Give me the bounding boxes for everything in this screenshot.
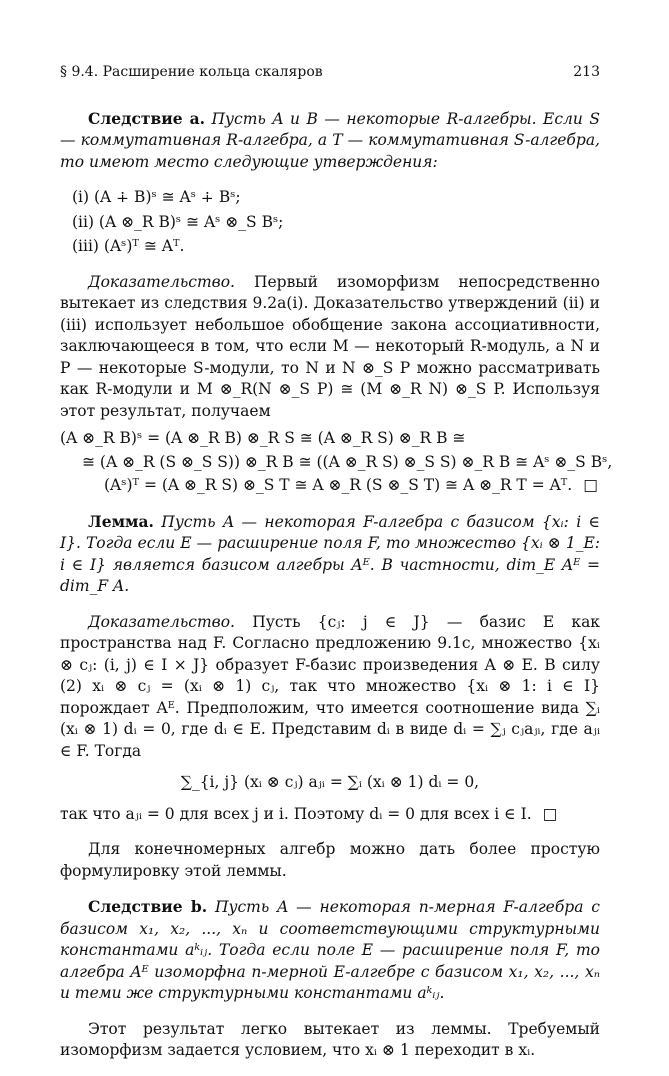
corollary-a-items: [72, 187, 600, 258]
corollary-b-statement: Пусть A — некоторая n-мерная F-алгебра с базисом x₁, x₂, ..., xₙ и соответствующими структурными константами aᵏᵢⱼ. Тогда если поле E — расширение поля F, то алгебра Aᴱ изоморфна n-мерной E-алгебре с базисом x₁, x₂, ..., xₙ и теми же структурными константами aᵏᵢⱼ.: [60, 898, 600, 1002]
page-number: 213: [573, 64, 600, 80]
proof-a: [60, 272, 600, 423]
equation-1: (A ⊗_R B)ˢ = (A ⊗_R B) ⊗_R S ≅ (A ⊗_R S) ⊗_R B ≅: [60, 429, 466, 447]
running-header: [60, 62, 600, 84]
lemma-equation: ∑_{i, j} (xᵢ ⊗ cⱼ) aⱼᵢ = ∑ᵢ (xᵢ ⊗ 1) dᵢ = 0,: [180, 773, 480, 791]
item-iii: (iii) (Aˢ)ᵀ ≅ Aᵀ.: [72, 237, 185, 255]
equation-2: ≅ (A ⊗_R (S ⊗_S S)) ⊗_R B ≅ ((A ⊗_R S) ⊗_S S) ⊗_R B ≅ Aˢ ⊗_S Bˢ,: [82, 452, 613, 471]
proof-lemma-tail-text: так что aⱼᵢ = 0 для всех j и i. Поэтому dᵢ = 0 для всех i ∈ I.: [60, 804, 532, 823]
lemma-statement: Пусть A — некоторая F-алгебра с базисом {xᵢ: i ∈ I}. Тогда если E — расширение поля F, то множество {xᵢ ⊗ 1_E: i ∈ I} является базисом алгебры Aᴱ. В частности, dim_E Aᴱ = dim_F A.: [60, 512, 600, 595]
corollary-a-title: Следствие a.: [88, 108, 206, 128]
item-i: (i) (A ∔ B)ˢ ≅ Aˢ ∔ Bˢ;: [72, 188, 241, 206]
proof-lemma-label: Доказательство.: [88, 612, 235, 631]
lemma: [60, 511, 600, 598]
section-title: § 9.4. Расширение кольца скаляров: [60, 64, 323, 80]
corollary-b-title: Следствие b.: [88, 897, 208, 916]
proof-lemma-tail: [60, 804, 600, 826]
final-paragraph: Этот результат легко вытекает из леммы. Требуемый изоморфизм задается условием, что xᵢ ⊗ 1 переходит в xᵢ.: [60, 1019, 600, 1059]
proof-lemma-text: Пусть {cⱼ: j ∈ J} — базис E как пространства над F. Согласно предложению 9.1c, множество {xᵢ ⊗ cⱼ: (i, j) ∈ I × J} образует F-базис произведения A ⊗ E. В силу (2) xᵢ ⊗ cⱼ = (xᵢ ⊗ 1) cⱼ, так что множество {xᵢ ⊗ 1: i ∈ I} порождает Aᴱ. Предположим, что имеется соотношение вида ∑ᵢ (xᵢ ⊗ 1) dᵢ = 0, где dᵢ ∈ E. Представим dᵢ в виде dᵢ = ∑ⱼ cⱼaⱼᵢ, где aⱼᵢ ∈ F. Тогда: [60, 612, 600, 760]
equation-3: [60, 475, 600, 497]
item-ii: (ii) (A ⊗_R B)ˢ ≅ Aˢ ⊗_S Bˢ;: [72, 212, 284, 231]
proof-a-label: Доказательство.: [88, 272, 235, 291]
proof-lemma: [60, 612, 600, 763]
lemma-title: Лемма.: [88, 511, 154, 531]
proof-a-text: Первый изоморфизм непосредственно вытекает из следствия 9.2a(i). Доказательство утверждений (ii) и (iii) использует небольшое обобщение закона ассоциативности, заключающееся в том, что если M — некоторый R-модуль, а N и P — некоторые S-модули, то N и N ⊗_S P можно рассматривать как R-модули и M ⊗_R(N ⊗_S P) ≅ (M ⊗_R N) ⊗_S P. Используя этот результат, получаем: [60, 272, 600, 420]
equation-3-text: (Aˢ)ᵀ = (A ⊗_R S) ⊗_S T ≅ A ⊗_R (S ⊗_S T) ≅ A ⊗_R T = Aᵀ.: [104, 476, 573, 494]
corollary-a-statement: Пусть A и B — некоторые R-алгебры. Если S — коммутативная R-алгебра, а T — коммутативная S-алгебра, то имеют место следующие утверждения:: [60, 109, 600, 171]
page: [60, 62, 613, 1076]
remark: Для конечномерных алгебр можно дать более простую формулировку этой леммы.: [60, 840, 600, 880]
qed-mark: □: [583, 476, 598, 494]
qed-mark: □: [542, 804, 558, 823]
corollary-b: [60, 896, 600, 1005]
corollary-a: [60, 108, 600, 174]
